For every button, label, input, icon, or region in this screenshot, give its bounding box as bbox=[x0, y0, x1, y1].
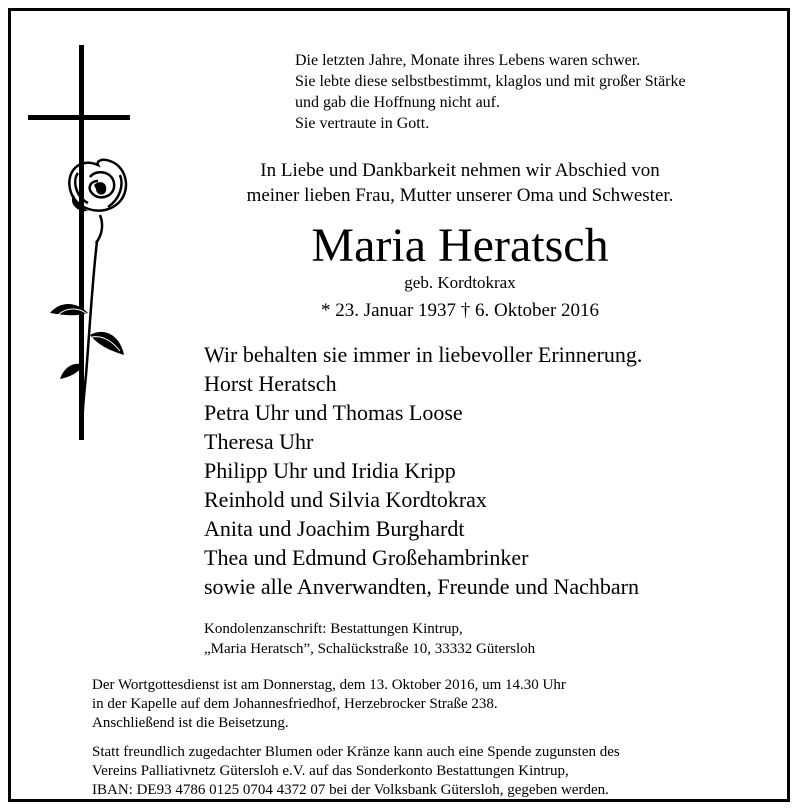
service-line: Der Wortgottesdienst ist am Donnerstag, dem 13. Oktober 2016, um 14.30 Uhr bbox=[92, 677, 566, 693]
deceased-name: Maria Heratsch bbox=[311, 219, 609, 272]
family-line: Horst Heratsch bbox=[204, 371, 337, 396]
farewell-line: meiner lieben Frau, Mutter unserer Oma und Schwester. bbox=[246, 185, 674, 206]
family-line: Petra Uhr und Thomas Loose bbox=[204, 400, 463, 425]
intro-line: Sie vertraute in Gott. bbox=[295, 115, 430, 132]
condolence-address bbox=[204, 619, 535, 659]
donation-line: IBAN: DE93 4786 0125 0704 4372 07 bei der Volksbank Gütersloh, gegeben werden. bbox=[92, 782, 609, 798]
birth-name: geb. Kordtokrax bbox=[404, 273, 516, 292]
condolence-line: Kondolenzanschrift: Bestattungen Kintrup, bbox=[204, 621, 463, 637]
intro-text bbox=[295, 50, 686, 134]
condolence-line: „Maria Heratsch”, Schalückstraße 10, 33332 Gütersloh bbox=[204, 641, 536, 657]
intro-line: Sie lebte diese selbstbestimmt, klaglos und mit großer Stärke bbox=[295, 73, 686, 90]
donation-line: Vereins Palliativnetz Gütersloh e.V. auf das Sonderkonto Bestattungen Kintrup, bbox=[92, 763, 569, 779]
service-line: in der Kapelle auf dem Johannesfriedhof, Herzebrocker Straße 238. bbox=[92, 696, 498, 712]
farewell-line: In Liebe und Dankbarkeit nehmen wir Abschied von bbox=[260, 160, 660, 181]
service-info bbox=[92, 676, 566, 733]
life-dates: * 23. Januar 1937 † 6. Oktober 2016 bbox=[320, 300, 600, 321]
service-line: Anschließend ist die Beisetzung. bbox=[92, 715, 289, 731]
family-list bbox=[204, 340, 642, 601]
intro-line: Die letzten Jahre, Monate ihres Lebens waren schwer. bbox=[295, 52, 641, 69]
intro-line: und gab die Hoffnung nicht auf. bbox=[295, 94, 500, 111]
family-line: Theresa Uhr bbox=[204, 429, 314, 454]
family-line: Reinhold und Silvia Kordtokrax bbox=[204, 487, 487, 512]
family-line: Philipp Uhr und Iridia Kripp bbox=[204, 458, 456, 483]
family-line: sowie alle Anverwandten, Freunde und Nachbarn bbox=[204, 574, 639, 599]
family-line: Anita und Joachim Burghardt bbox=[204, 516, 465, 541]
donation-line: Statt freundlich zugedachter Blumen oder Kränze kann auch eine Spende zugunsten des bbox=[92, 744, 620, 760]
farewell-text bbox=[150, 158, 770, 208]
family-line: Wir behalten sie immer in liebevoller Erinnerung. bbox=[204, 342, 643, 367]
family-line: Thea und Edmund Großehambrinker bbox=[204, 545, 529, 570]
donation-info bbox=[92, 743, 620, 800]
cross-and-rose-icon bbox=[20, 45, 130, 440]
